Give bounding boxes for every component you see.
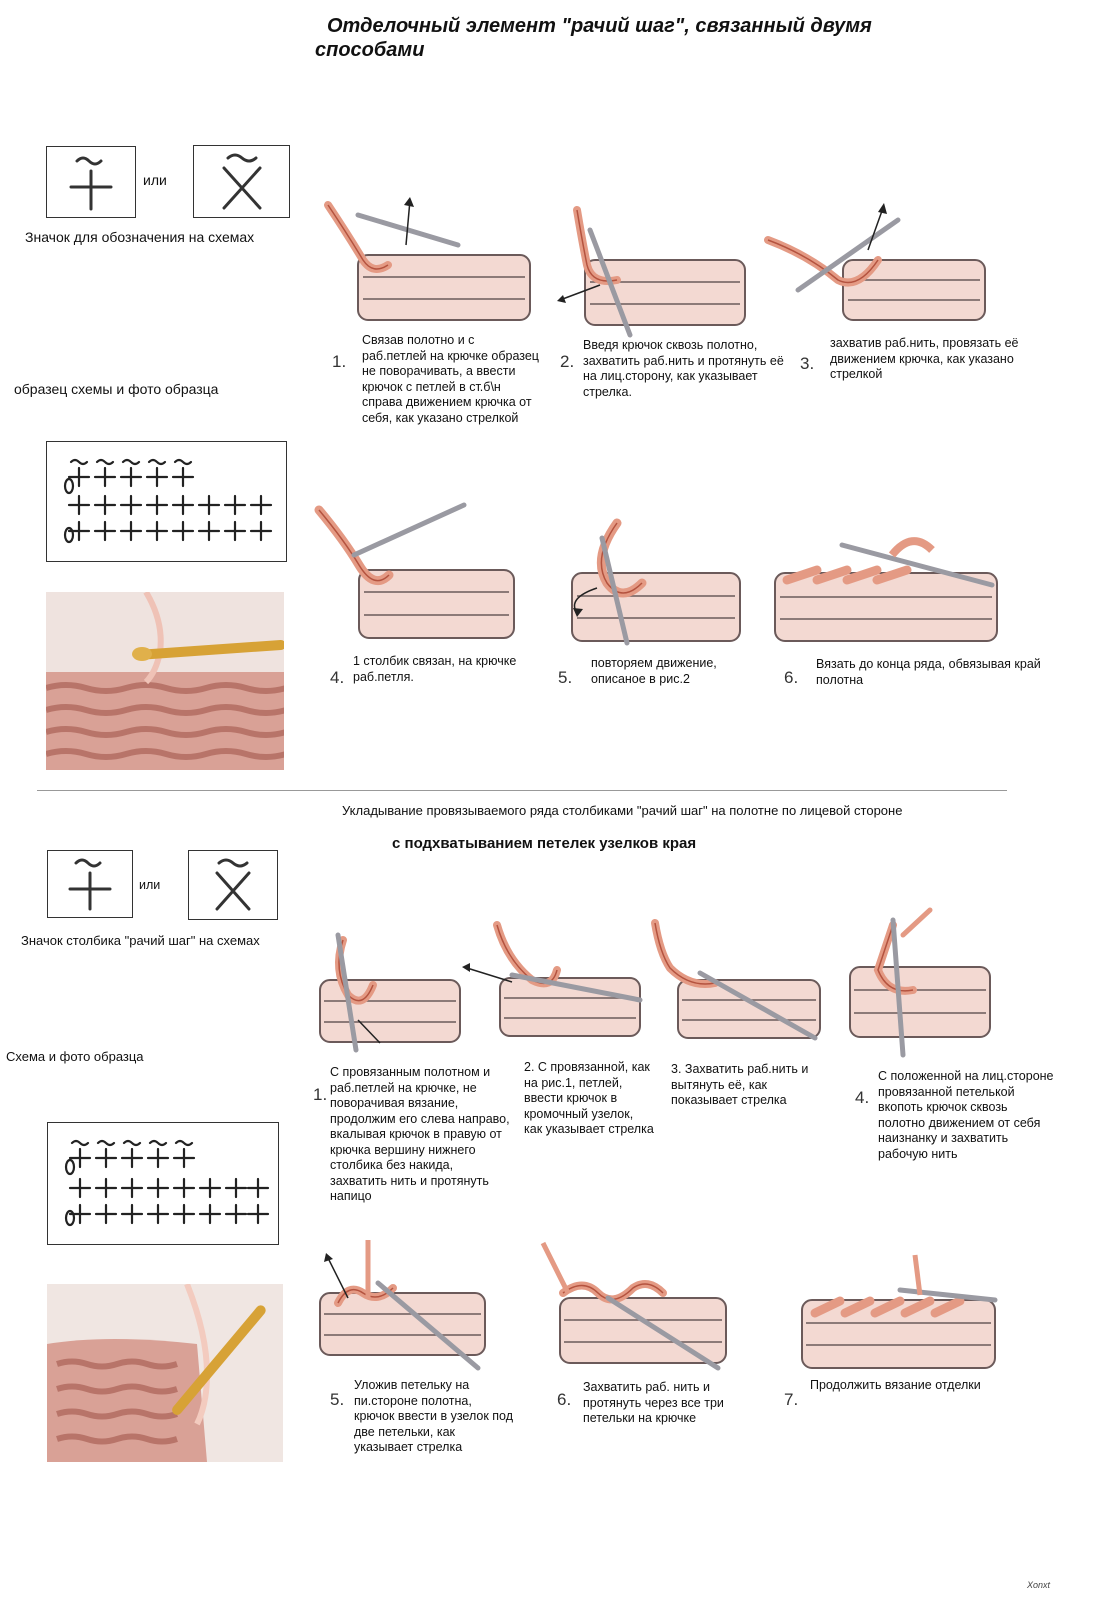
step-4-number: 4. bbox=[330, 668, 345, 687]
symbol-caption-2: Значок столбика "рачий шаг" на схемах bbox=[21, 933, 260, 948]
page-title bbox=[315, 14, 1027, 62]
step-3-text: захватив раб.нить, провязать её движением крючка, как указано стрелкой bbox=[830, 336, 1019, 381]
page-title-line1: Отделочный элемент "рачий шаг", связанный двумя bbox=[327, 15, 872, 37]
sample-photo-2 bbox=[47, 1284, 283, 1462]
sample-photo-1 bbox=[46, 592, 284, 770]
s2-step-2-illustration bbox=[462, 920, 644, 1045]
section-divider bbox=[37, 790, 1007, 791]
step-4-illustration bbox=[314, 500, 519, 645]
step-3-number: 3. bbox=[800, 354, 815, 373]
or-label-2: или bbox=[139, 878, 161, 892]
s2-step-2-text: 2. С провязанной, как на рис.1, петлей, ввести крючок в кромочный узелок, как указывает стрелка bbox=[524, 1060, 654, 1136]
plus-row-1 bbox=[69, 496, 271, 514]
s2-step-6-illustration bbox=[538, 1243, 730, 1373]
step-2-number: 2. bbox=[560, 352, 575, 371]
s2-step-1-text: С провязанным полотном и раб.петлей на крючке, не поворачивая вязание, продолжим его слева направо, вкалывая крючок в правую от крючка вершину нижнего столбика без накида, захватить нить и протянуть напицо bbox=[330, 1065, 510, 1203]
step-1-number: 1. bbox=[332, 352, 347, 371]
step-6-number: 6. bbox=[784, 668, 799, 687]
crab-plus-glyph-icon bbox=[47, 147, 135, 217]
s2-step-7-text: Продолжить вязание отделки bbox=[810, 1378, 981, 1392]
step-1-illustration bbox=[318, 185, 533, 330]
s2-step-6-number: 6. bbox=[557, 1390, 572, 1409]
step-2-text: Введя крючок сквозь полотно, захватить раб.нить и протянуть её на лиц.сторону, как указывает стрелка. bbox=[583, 338, 784, 399]
crab-row bbox=[69, 460, 193, 486]
crab-stitch-symbol-plus-2 bbox=[47, 850, 133, 918]
step-5-illustration bbox=[557, 518, 742, 648]
s2-step-5-illustration bbox=[318, 1238, 488, 1373]
sample-chart-1 bbox=[46, 441, 287, 562]
step-1-text: Связав полотно и с раб.петлей на крючке образец не поворачивать, а ввести крючок с петлей в ст.б\н справа движением крючка от себя, как указано стрелкой bbox=[362, 333, 539, 425]
s2-step-3-text: 3. Захватить раб.нить и вытянуть её, как показывает стрелка bbox=[671, 1062, 809, 1107]
step-5-text: повторяем движение, описаное в рис.2 bbox=[591, 656, 717, 686]
s2-step-1-number: 1. bbox=[313, 1085, 328, 1104]
crab-plus-glyph-2-icon bbox=[48, 851, 132, 917]
s2-step-5-text: Уложив петельку на пи.стороне полотна, крючок ввести в узелок под две петельки, как указывает стрелка bbox=[354, 1378, 514, 1454]
s2-step-4-number: 4. bbox=[855, 1088, 870, 1107]
page-title-line2: способами bbox=[315, 39, 425, 61]
symbol-caption: Значок для обозначения на схемах bbox=[25, 229, 255, 245]
crochet-photo-2 bbox=[47, 1284, 283, 1462]
sample-caption: образец схемы и фото образца bbox=[14, 381, 219, 397]
s2-step-6-text: Захватить раб. нить и протянуть через все три петельки на крючке bbox=[583, 1380, 724, 1425]
sample-chart-2 bbox=[47, 1122, 279, 1245]
step-6-text: Вязать до конца ряда, обвязывая край полотна bbox=[816, 657, 1041, 687]
crab-stitch-symbol-x-2 bbox=[188, 850, 278, 920]
crab-x-glyph-2-icon bbox=[189, 851, 277, 919]
footer-mark: Xonxt bbox=[1027, 1580, 1051, 1590]
s2-step-5-number: 5. bbox=[330, 1390, 345, 1409]
step-6-illustration bbox=[772, 525, 1000, 647]
s2-step-7-illustration bbox=[800, 1255, 998, 1373]
divider-text: Укладывание провязываемого ряда столбиками "рачий шаг" на полотне по лицевой стороне bbox=[342, 803, 903, 818]
crab-x-glyph-icon bbox=[194, 146, 289, 217]
s2-step-7-number: 7. bbox=[784, 1390, 799, 1409]
sample-chart-2-glyphs bbox=[48, 1123, 278, 1244]
s2-step-1-illustration bbox=[318, 925, 463, 1055]
step-5-number: 5. bbox=[558, 668, 573, 687]
crab-stitch-symbol-plus bbox=[46, 146, 136, 218]
s2-step-3-illustration bbox=[650, 918, 822, 1048]
step-3-illustration bbox=[768, 200, 988, 325]
crab-stitch-symbol-x bbox=[193, 145, 290, 218]
or-label: или bbox=[143, 172, 167, 188]
section2-subtitle: с подхватыванием петелек узелков края bbox=[392, 835, 697, 852]
step-4-text: 1 столбик связан, на крючке раб.петля. bbox=[353, 654, 517, 684]
sample-chart-1-glyphs bbox=[47, 442, 286, 561]
plus-row-2 bbox=[69, 522, 271, 540]
crochet-photo-1 bbox=[46, 592, 284, 770]
s2-step-4-text: С положенной на лиц.стороне провязанной петелькой вкопоть крючок сквозь полотно движением от себя наизнанку и захватить рабочую нить bbox=[878, 1069, 1054, 1161]
s2-step-4-illustration bbox=[848, 905, 993, 1060]
step-2-illustration bbox=[555, 200, 750, 335]
sample-caption-2: Схема и фото образца bbox=[6, 1049, 144, 1064]
